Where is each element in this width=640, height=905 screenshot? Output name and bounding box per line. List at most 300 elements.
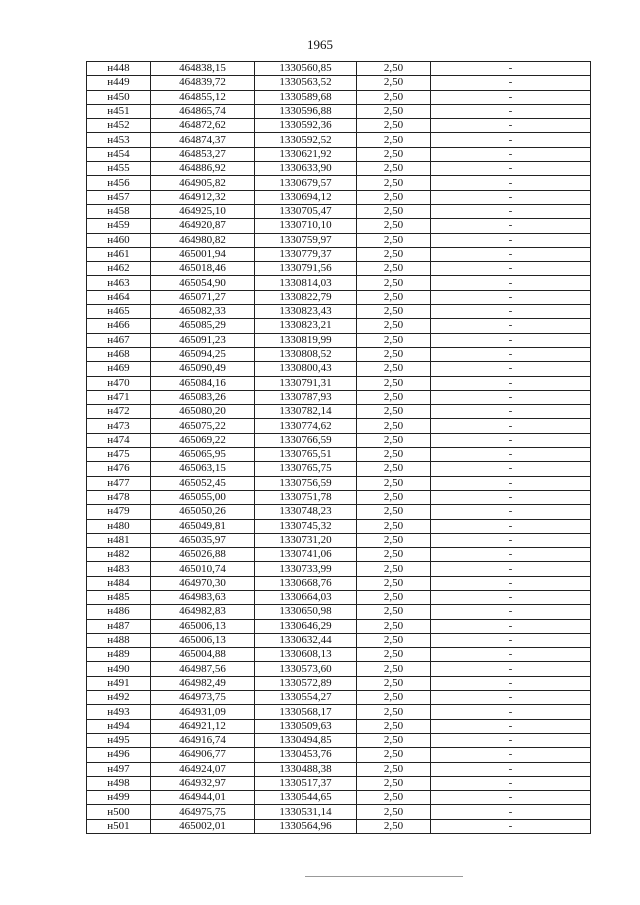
y-coordinate-cell: 1330679,57 — [255, 176, 357, 190]
accuracy-cell: 2,50 — [357, 519, 431, 533]
description-cell: - — [431, 405, 591, 419]
description-cell: - — [431, 390, 591, 404]
y-coordinate-cell: 1330808,52 — [255, 347, 357, 361]
x-coordinate-cell: 465002,01 — [151, 819, 255, 833]
accuracy-cell: 2,50 — [357, 262, 431, 276]
description-cell: - — [431, 748, 591, 762]
table-row — [87, 762, 591, 776]
description-cell: - — [431, 433, 591, 447]
description-cell: - — [431, 133, 591, 147]
x-coordinate-cell: 465035,97 — [151, 533, 255, 547]
table-row — [87, 376, 591, 390]
accuracy-cell: 2,50 — [357, 590, 431, 604]
point-id-cell: н500 — [87, 805, 151, 819]
table-row — [87, 719, 591, 733]
table-row — [87, 276, 591, 290]
x-coordinate-cell: 465001,94 — [151, 247, 255, 261]
point-id-cell: н458 — [87, 204, 151, 218]
y-coordinate-cell: 1330787,93 — [255, 390, 357, 404]
x-coordinate-cell: 464839,72 — [151, 76, 255, 90]
x-coordinate-cell: 465091,23 — [151, 333, 255, 347]
x-coordinate-cell: 464980,82 — [151, 233, 255, 247]
accuracy-cell: 2,50 — [357, 705, 431, 719]
table-row — [87, 533, 591, 547]
y-coordinate-cell: 1330494,85 — [255, 733, 357, 747]
y-coordinate-cell: 1330705,47 — [255, 204, 357, 218]
accuracy-cell: 2,50 — [357, 733, 431, 747]
y-coordinate-cell: 1330819,99 — [255, 333, 357, 347]
table-row — [87, 290, 591, 304]
point-id-cell: н483 — [87, 562, 151, 576]
point-id-cell: н461 — [87, 247, 151, 261]
accuracy-cell: 2,50 — [357, 562, 431, 576]
x-coordinate-cell: 465010,74 — [151, 562, 255, 576]
description-cell: - — [431, 576, 591, 590]
x-coordinate-cell: 464924,07 — [151, 762, 255, 776]
y-coordinate-cell: 1330488,38 — [255, 762, 357, 776]
description-cell: - — [431, 119, 591, 133]
table-row — [87, 562, 591, 576]
accuracy-cell: 2,50 — [357, 533, 431, 547]
accuracy-cell: 2,50 — [357, 290, 431, 304]
description-cell: - — [431, 190, 591, 204]
table-row — [87, 204, 591, 218]
y-coordinate-cell: 1330823,43 — [255, 305, 357, 319]
accuracy-cell: 2,50 — [357, 90, 431, 104]
accuracy-cell: 2,50 — [357, 505, 431, 519]
x-coordinate-cell: 464838,15 — [151, 62, 255, 76]
coordinates-table — [86, 61, 591, 834]
point-id-cell: н457 — [87, 190, 151, 204]
accuracy-cell: 2,50 — [357, 76, 431, 90]
point-id-cell: н459 — [87, 219, 151, 233]
x-coordinate-cell: 465018,46 — [151, 262, 255, 276]
x-coordinate-cell: 465063,15 — [151, 462, 255, 476]
table-row — [87, 662, 591, 676]
accuracy-cell: 2,50 — [357, 405, 431, 419]
description-cell: - — [431, 62, 591, 76]
y-coordinate-cell: 1330592,36 — [255, 119, 357, 133]
accuracy-cell: 2,50 — [357, 619, 431, 633]
description-cell: - — [431, 204, 591, 218]
point-id-cell: н460 — [87, 233, 151, 247]
x-coordinate-cell: 465026,88 — [151, 548, 255, 562]
accuracy-cell: 2,50 — [357, 691, 431, 705]
y-coordinate-cell: 1330572,89 — [255, 676, 357, 690]
x-coordinate-cell: 465050,26 — [151, 505, 255, 519]
point-id-cell: н490 — [87, 662, 151, 676]
description-cell: - — [431, 733, 591, 747]
x-coordinate-cell: 464987,56 — [151, 662, 255, 676]
table-row — [87, 347, 591, 361]
description-cell: - — [431, 676, 591, 690]
point-id-cell: н497 — [87, 762, 151, 776]
description-cell: - — [431, 176, 591, 190]
point-id-cell: н475 — [87, 448, 151, 462]
point-id-cell: н482 — [87, 548, 151, 562]
table-row — [87, 691, 591, 705]
table-row — [87, 262, 591, 276]
y-coordinate-cell: 1330646,29 — [255, 619, 357, 633]
point-id-cell: н481 — [87, 533, 151, 547]
point-id-cell: н469 — [87, 362, 151, 376]
y-coordinate-cell: 1330596,88 — [255, 104, 357, 118]
accuracy-cell: 2,50 — [357, 219, 431, 233]
point-id-cell: н472 — [87, 405, 151, 419]
table-row — [87, 548, 591, 562]
table-row — [87, 76, 591, 90]
accuracy-cell: 2,50 — [357, 662, 431, 676]
y-coordinate-cell: 1330766,59 — [255, 433, 357, 447]
x-coordinate-cell: 464855,12 — [151, 90, 255, 104]
y-coordinate-cell: 1330694,12 — [255, 190, 357, 204]
table-row — [87, 133, 591, 147]
description-cell: - — [431, 333, 591, 347]
point-id-cell: н492 — [87, 691, 151, 705]
description-cell: - — [431, 648, 591, 662]
table-row — [87, 490, 591, 504]
accuracy-cell: 2,50 — [357, 548, 431, 562]
table-row — [87, 633, 591, 647]
table-row — [87, 305, 591, 319]
x-coordinate-cell: 465083,26 — [151, 390, 255, 404]
point-id-cell: н477 — [87, 476, 151, 490]
y-coordinate-cell: 1330823,21 — [255, 319, 357, 333]
point-id-cell: н464 — [87, 290, 151, 304]
description-cell: - — [431, 233, 591, 247]
point-id-cell: н466 — [87, 319, 151, 333]
accuracy-cell: 2,50 — [357, 676, 431, 690]
point-id-cell: н486 — [87, 605, 151, 619]
table-row — [87, 433, 591, 447]
x-coordinate-cell: 464982,83 — [151, 605, 255, 619]
accuracy-cell: 2,50 — [357, 376, 431, 390]
y-coordinate-cell: 1330759,97 — [255, 233, 357, 247]
accuracy-cell: 2,50 — [357, 276, 431, 290]
y-coordinate-cell: 1330633,90 — [255, 162, 357, 176]
x-coordinate-cell: 464983,63 — [151, 590, 255, 604]
x-coordinate-cell: 465085,29 — [151, 319, 255, 333]
y-coordinate-cell: 1330554,27 — [255, 691, 357, 705]
point-id-cell: н478 — [87, 490, 151, 504]
x-coordinate-cell: 464982,49 — [151, 676, 255, 690]
x-coordinate-cell: 464932,97 — [151, 776, 255, 790]
description-cell: - — [431, 819, 591, 833]
description-cell: - — [431, 347, 591, 361]
table-row — [87, 162, 591, 176]
table-row — [87, 390, 591, 404]
accuracy-cell: 2,50 — [357, 633, 431, 647]
x-coordinate-cell: 464912,32 — [151, 190, 255, 204]
point-id-cell: н476 — [87, 462, 151, 476]
point-id-cell: н488 — [87, 633, 151, 647]
accuracy-cell: 2,50 — [357, 347, 431, 361]
accuracy-cell: 2,50 — [357, 62, 431, 76]
description-cell: - — [431, 805, 591, 819]
description-cell: - — [431, 505, 591, 519]
y-coordinate-cell: 1330664,03 — [255, 590, 357, 604]
point-id-cell: н462 — [87, 262, 151, 276]
x-coordinate-cell: 464853,27 — [151, 147, 255, 161]
point-id-cell: н480 — [87, 519, 151, 533]
description-cell: - — [431, 104, 591, 118]
table-row — [87, 705, 591, 719]
y-coordinate-cell: 1330710,10 — [255, 219, 357, 233]
x-coordinate-cell: 464865,74 — [151, 104, 255, 118]
footer-rule — [305, 876, 463, 877]
accuracy-cell: 2,50 — [357, 476, 431, 490]
y-coordinate-cell: 1330453,76 — [255, 748, 357, 762]
point-id-cell: н487 — [87, 619, 151, 633]
accuracy-cell: 2,50 — [357, 233, 431, 247]
description-cell: - — [431, 519, 591, 533]
point-id-cell: н451 — [87, 104, 151, 118]
accuracy-cell: 2,50 — [357, 176, 431, 190]
coordinates-table-body — [87, 62, 591, 834]
accuracy-cell: 2,50 — [357, 462, 431, 476]
x-coordinate-cell: 464973,75 — [151, 691, 255, 705]
table-row — [87, 219, 591, 233]
table-row — [87, 519, 591, 533]
point-id-cell: н470 — [87, 376, 151, 390]
table-row — [87, 819, 591, 833]
x-coordinate-cell: 465055,00 — [151, 490, 255, 504]
point-id-cell: н485 — [87, 590, 151, 604]
description-cell: - — [431, 476, 591, 490]
table-row — [87, 90, 591, 104]
x-coordinate-cell: 465054,90 — [151, 276, 255, 290]
x-coordinate-cell: 465052,45 — [151, 476, 255, 490]
x-coordinate-cell: 465004,88 — [151, 648, 255, 662]
point-id-cell: н489 — [87, 648, 151, 662]
description-cell: - — [431, 247, 591, 261]
description-cell: - — [431, 533, 591, 547]
accuracy-cell: 2,50 — [357, 762, 431, 776]
point-id-cell: н448 — [87, 62, 151, 76]
y-coordinate-cell: 1330668,76 — [255, 576, 357, 590]
point-id-cell: н455 — [87, 162, 151, 176]
y-coordinate-cell: 1330800,43 — [255, 362, 357, 376]
accuracy-cell: 2,50 — [357, 648, 431, 662]
x-coordinate-cell: 465090,49 — [151, 362, 255, 376]
accuracy-cell: 2,50 — [357, 805, 431, 819]
y-coordinate-cell: 1330741,06 — [255, 548, 357, 562]
y-coordinate-cell: 1330650,98 — [255, 605, 357, 619]
description-cell: - — [431, 462, 591, 476]
y-coordinate-cell: 1330564,96 — [255, 819, 357, 833]
y-coordinate-cell: 1330731,20 — [255, 533, 357, 547]
description-cell: - — [431, 76, 591, 90]
x-coordinate-cell: 464931,09 — [151, 705, 255, 719]
accuracy-cell: 2,50 — [357, 147, 431, 161]
x-coordinate-cell: 464916,74 — [151, 733, 255, 747]
table-row — [87, 505, 591, 519]
x-coordinate-cell: 465082,33 — [151, 305, 255, 319]
point-id-cell: н479 — [87, 505, 151, 519]
description-cell: - — [431, 619, 591, 633]
table-row — [87, 419, 591, 433]
table-row — [87, 776, 591, 790]
point-id-cell: н496 — [87, 748, 151, 762]
y-coordinate-cell: 1330782,14 — [255, 405, 357, 419]
accuracy-cell: 2,50 — [357, 190, 431, 204]
point-id-cell: н498 — [87, 776, 151, 790]
page-number: 1965 — [307, 37, 333, 52]
table-row — [87, 590, 591, 604]
x-coordinate-cell: 464925,10 — [151, 204, 255, 218]
accuracy-cell: 2,50 — [357, 119, 431, 133]
x-coordinate-cell: 464970,30 — [151, 576, 255, 590]
y-coordinate-cell: 1330573,60 — [255, 662, 357, 676]
table-row — [87, 176, 591, 190]
accuracy-cell: 2,50 — [357, 333, 431, 347]
description-cell: - — [431, 376, 591, 390]
accuracy-cell: 2,50 — [357, 433, 431, 447]
description-cell: - — [431, 290, 591, 304]
table-row — [87, 619, 591, 633]
y-coordinate-cell: 1330531,14 — [255, 805, 357, 819]
y-coordinate-cell: 1330751,78 — [255, 490, 357, 504]
table-row — [87, 190, 591, 204]
table-row — [87, 119, 591, 133]
description-cell: - — [431, 691, 591, 705]
description-cell: - — [431, 219, 591, 233]
description-cell: - — [431, 419, 591, 433]
table-row — [87, 605, 591, 619]
x-coordinate-cell: 464920,87 — [151, 219, 255, 233]
x-coordinate-cell: 464921,12 — [151, 719, 255, 733]
x-coordinate-cell: 465049,81 — [151, 519, 255, 533]
table-row — [87, 319, 591, 333]
table-row — [87, 462, 591, 476]
x-coordinate-cell: 465094,25 — [151, 347, 255, 361]
table-row — [87, 62, 591, 76]
description-cell: - — [431, 90, 591, 104]
accuracy-cell: 2,50 — [357, 776, 431, 790]
point-id-cell: н465 — [87, 305, 151, 319]
table-row — [87, 576, 591, 590]
description-cell: - — [431, 562, 591, 576]
accuracy-cell: 2,50 — [357, 419, 431, 433]
y-coordinate-cell: 1330589,68 — [255, 90, 357, 104]
x-coordinate-cell: 464872,62 — [151, 119, 255, 133]
y-coordinate-cell: 1330745,32 — [255, 519, 357, 533]
accuracy-cell: 2,50 — [357, 162, 431, 176]
y-coordinate-cell: 1330544,65 — [255, 791, 357, 805]
accuracy-cell: 2,50 — [357, 104, 431, 118]
description-cell: - — [431, 276, 591, 290]
point-id-cell: н493 — [87, 705, 151, 719]
y-coordinate-cell: 1330621,92 — [255, 147, 357, 161]
description-cell: - — [431, 448, 591, 462]
point-id-cell: н491 — [87, 676, 151, 690]
description-cell: - — [431, 705, 591, 719]
point-id-cell: н454 — [87, 147, 151, 161]
x-coordinate-cell: 464886,92 — [151, 162, 255, 176]
accuracy-cell: 2,50 — [357, 748, 431, 762]
point-id-cell: н467 — [87, 333, 151, 347]
description-cell: - — [431, 633, 591, 647]
y-coordinate-cell: 1330791,56 — [255, 262, 357, 276]
x-coordinate-cell: 464874,37 — [151, 133, 255, 147]
y-coordinate-cell: 1330748,23 — [255, 505, 357, 519]
point-id-cell: н501 — [87, 819, 151, 833]
x-coordinate-cell: 465075,22 — [151, 419, 255, 433]
table-row — [87, 362, 591, 376]
description-cell: - — [431, 319, 591, 333]
description-cell: - — [431, 548, 591, 562]
point-id-cell: н463 — [87, 276, 151, 290]
table-row — [87, 448, 591, 462]
x-coordinate-cell: 464944,01 — [151, 791, 255, 805]
point-id-cell: н484 — [87, 576, 151, 590]
x-coordinate-cell: 464906,77 — [151, 748, 255, 762]
description-cell: - — [431, 305, 591, 319]
x-coordinate-cell: 465084,16 — [151, 376, 255, 390]
x-coordinate-cell: 465069,22 — [151, 433, 255, 447]
table-row — [87, 733, 591, 747]
description-cell: - — [431, 590, 591, 604]
point-id-cell: н494 — [87, 719, 151, 733]
y-coordinate-cell: 1330765,51 — [255, 448, 357, 462]
table-row — [87, 247, 591, 261]
accuracy-cell: 2,50 — [357, 390, 431, 404]
y-coordinate-cell: 1330563,52 — [255, 76, 357, 90]
y-coordinate-cell: 1330517,37 — [255, 776, 357, 790]
description-cell: - — [431, 262, 591, 276]
description-cell: - — [431, 147, 591, 161]
x-coordinate-cell: 465071,27 — [151, 290, 255, 304]
table-row — [87, 748, 591, 762]
accuracy-cell: 2,50 — [357, 204, 431, 218]
y-coordinate-cell: 1330765,75 — [255, 462, 357, 476]
accuracy-cell: 2,50 — [357, 448, 431, 462]
accuracy-cell: 2,50 — [357, 576, 431, 590]
description-cell: - — [431, 162, 591, 176]
x-coordinate-cell: 465065,95 — [151, 448, 255, 462]
y-coordinate-cell: 1330733,99 — [255, 562, 357, 576]
point-id-cell: н471 — [87, 390, 151, 404]
point-id-cell: н452 — [87, 119, 151, 133]
y-coordinate-cell: 1330560,85 — [255, 62, 357, 76]
x-coordinate-cell: 464975,75 — [151, 805, 255, 819]
description-cell: - — [431, 719, 591, 733]
y-coordinate-cell: 1330791,31 — [255, 376, 357, 390]
table-row — [87, 333, 591, 347]
accuracy-cell: 2,50 — [357, 791, 431, 805]
description-cell: - — [431, 362, 591, 376]
description-cell: - — [431, 762, 591, 776]
point-id-cell: н499 — [87, 791, 151, 805]
y-coordinate-cell: 1330592,52 — [255, 133, 357, 147]
description-cell: - — [431, 490, 591, 504]
point-id-cell: н449 — [87, 76, 151, 90]
accuracy-cell: 2,50 — [357, 247, 431, 261]
y-coordinate-cell: 1330568,17 — [255, 705, 357, 719]
description-cell: - — [431, 605, 591, 619]
point-id-cell: н474 — [87, 433, 151, 447]
y-coordinate-cell: 1330509,63 — [255, 719, 357, 733]
accuracy-cell: 2,50 — [357, 819, 431, 833]
point-id-cell: н495 — [87, 733, 151, 747]
point-id-cell: н456 — [87, 176, 151, 190]
point-id-cell: н473 — [87, 419, 151, 433]
table-row — [87, 791, 591, 805]
description-cell: - — [431, 662, 591, 676]
accuracy-cell: 2,50 — [357, 719, 431, 733]
accuracy-cell: 2,50 — [357, 490, 431, 504]
description-cell: - — [431, 791, 591, 805]
